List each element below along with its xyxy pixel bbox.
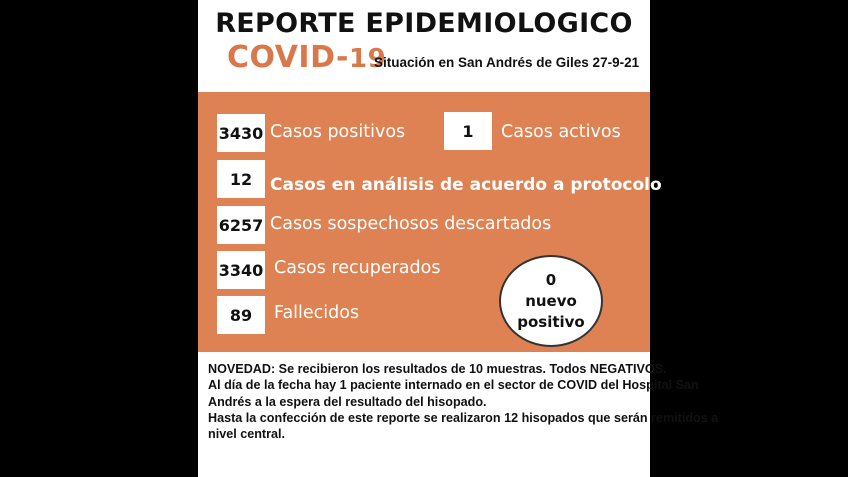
recuperados-label: Casos recuperados bbox=[274, 258, 441, 278]
novedad-line: Al día de la fecha hay 1 paciente internado en el sector de COVID del Hospital San bbox=[208, 378, 699, 393]
nuevo-positivo-badge bbox=[499, 255, 603, 347]
covid-word: COVID- bbox=[227, 40, 350, 75]
novedad-line: NOVEDAD: Se recibieron los resultados de 10 muestras. Todos NEGATIVOS. bbox=[208, 362, 667, 376]
analisis-value: 12 bbox=[217, 160, 265, 198]
report-title: REPORTE EPIDEMIOLOGICO bbox=[215, 8, 633, 39]
nuevo-word: nuevo bbox=[525, 291, 577, 310]
positivo-word: positivo bbox=[517, 312, 585, 331]
nuevo-count: 0 bbox=[545, 270, 557, 289]
activos-label: Casos activos bbox=[501, 122, 621, 142]
novedad-line: Andrés a la espera del resultado del hisopado. bbox=[208, 394, 487, 409]
analisis-label: Casos en análisis de acuerdo a protocolo bbox=[270, 175, 662, 195]
fallecidos-label: Fallecidos bbox=[274, 303, 360, 323]
fallecidos-value: 89 bbox=[217, 296, 265, 334]
covid-heading bbox=[227, 40, 386, 75]
report-poster bbox=[198, 0, 719, 477]
activos-value: 1 bbox=[444, 112, 492, 150]
novedad-line: nivel central. bbox=[208, 427, 285, 442]
descartados-label: Casos sospechosos descartados bbox=[270, 214, 552, 234]
covid-number: 19 bbox=[349, 44, 387, 74]
novedad-line: Hasta la confección de este reporte se realizaron 12 hisopados que serán remitidos a bbox=[208, 410, 719, 425]
positivos-label: Casos positivos bbox=[270, 122, 406, 142]
novedad-text bbox=[208, 361, 719, 442]
situation-text: Situación en San Andrés de Giles 27-9-21 bbox=[374, 55, 640, 70]
positivos-value: 3430 bbox=[217, 114, 265, 152]
stats-panel bbox=[198, 92, 662, 352]
recuperados-value: 3340 bbox=[217, 251, 265, 289]
descartados-value: 6257 bbox=[217, 206, 265, 244]
